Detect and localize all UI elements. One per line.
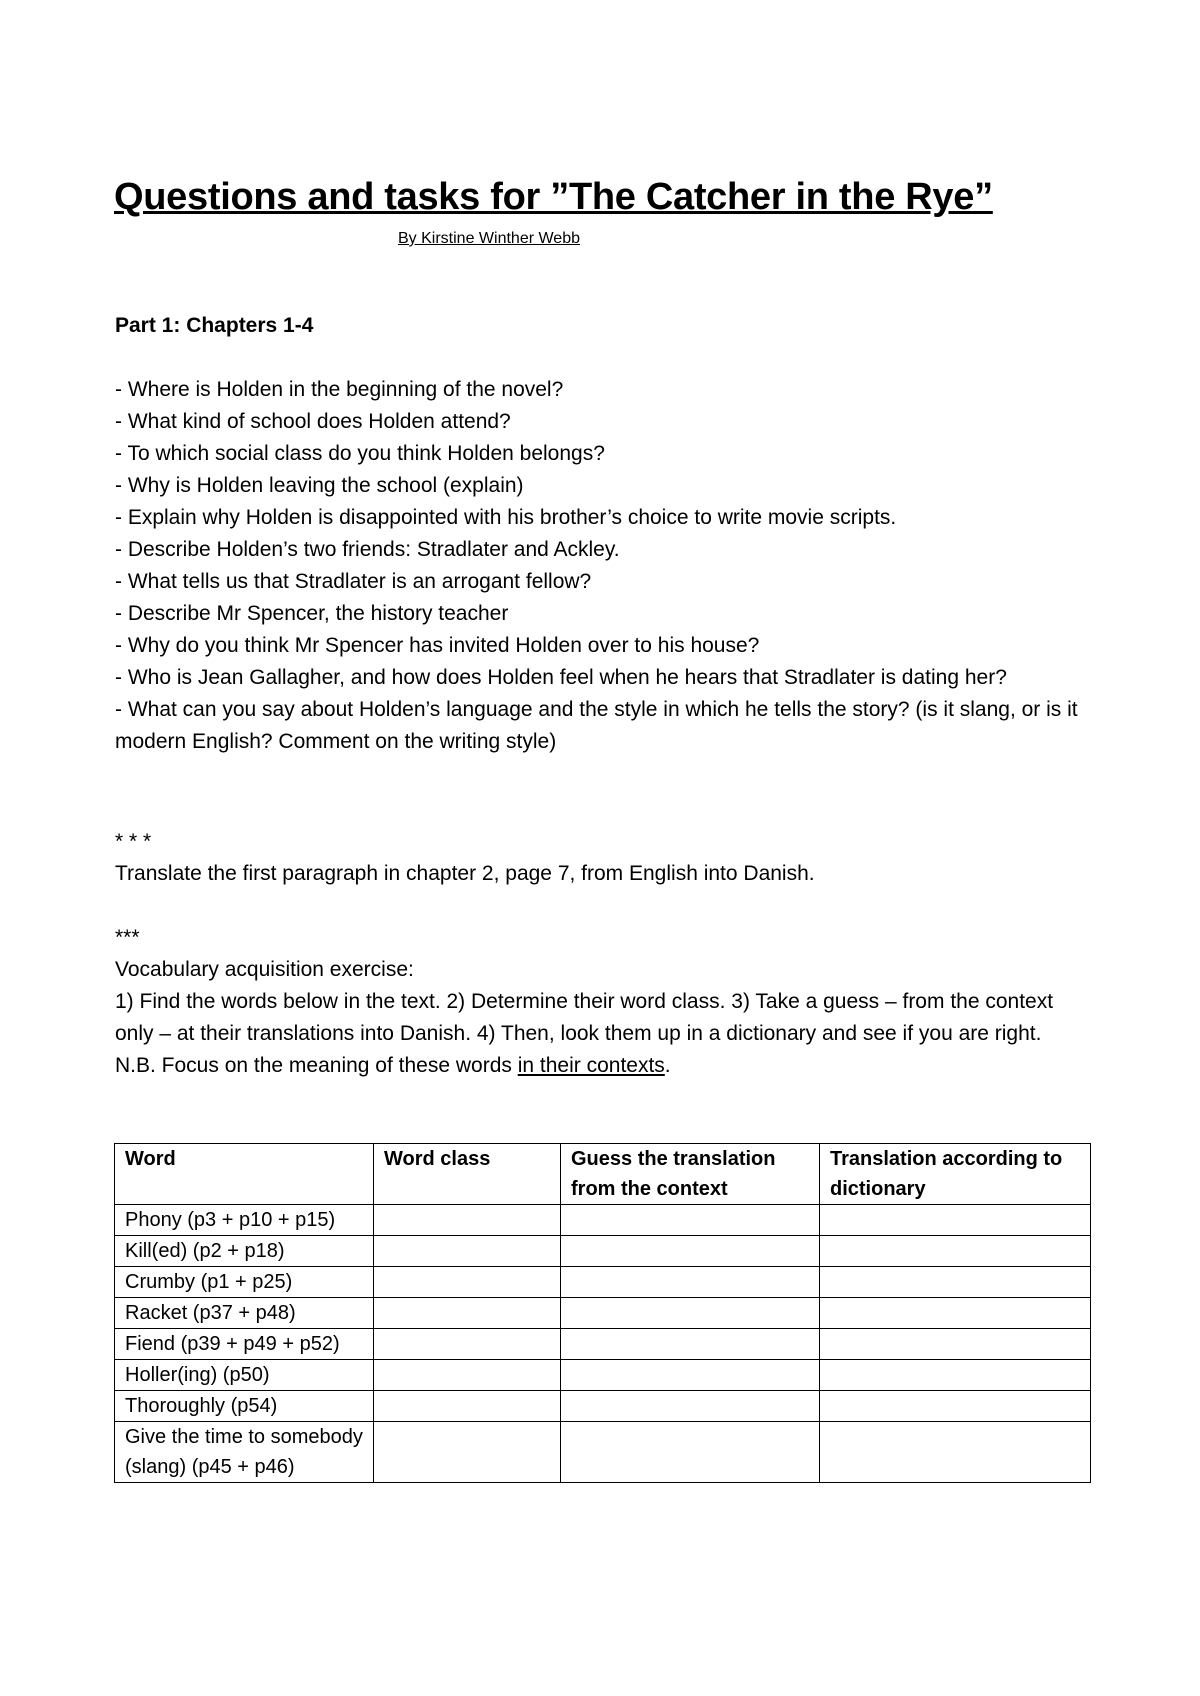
guess-cell[interactable] (561, 1391, 820, 1422)
table-row (115, 1360, 1091, 1391)
question-item: - Why is Holden leaving the school (explain) (115, 474, 524, 497)
guess-cell[interactable] (561, 1360, 820, 1391)
question-item: - Explain why Holden is disappointed with his brother’s choice to write movie scripts. (115, 506, 897, 529)
note-text: N.B. Focus on the meaning of these words (115, 1054, 518, 1077)
word-class-cell[interactable] (374, 1298, 561, 1329)
word-class-cell[interactable] (374, 1422, 561, 1483)
guess-cell[interactable] (561, 1298, 820, 1329)
guess-cell[interactable] (561, 1422, 820, 1483)
word-class-cell[interactable] (374, 1236, 561, 1267)
part-heading: Part 1: Chapters 1-4 (115, 314, 314, 337)
header-word-class: Word class (374, 1144, 561, 1205)
vocabulary-table (114, 1143, 1091, 1483)
document-title: Questions and tasks for ”The Catcher in the Rye” (114, 176, 993, 218)
question-item: - Who is Jean Gallagher, and how does Holden feel when he hears that Stradlater is dating her? (115, 666, 1007, 689)
header-word: Word (115, 1144, 374, 1205)
author-line: By Kirstine Winther Webb (398, 230, 580, 247)
vocabulary-note (115, 1050, 1095, 1082)
table-header-row (115, 1144, 1091, 1205)
word-cell: Holler(ing) (p50) (115, 1360, 374, 1391)
dictionary-cell[interactable] (820, 1360, 1091, 1391)
word-cell: Crumby (p1 + p25) (115, 1267, 374, 1298)
question-list (115, 374, 1095, 758)
table-row (115, 1236, 1091, 1267)
question-item: - What can you say about Holden’s language and the style in which he tells the story? (is it slang, or is it modern English? Comment on the writing style) (115, 698, 1078, 753)
word-cell: Racket (p37 + p48) (115, 1298, 374, 1329)
vocabulary-exercise (115, 954, 1095, 1082)
dictionary-cell[interactable] (820, 1298, 1091, 1329)
section-separator: *** (115, 926, 140, 949)
guess-cell[interactable] (561, 1205, 820, 1236)
dictionary-cell[interactable] (820, 1422, 1091, 1483)
question-item: - Where is Holden in the beginning of the novel? (115, 378, 564, 401)
translation-task: Translate the first paragraph in chapter 2, page 7, from English into Danish. (115, 862, 815, 885)
question-item: - Describe Mr Spencer, the history teacher (115, 602, 509, 625)
dictionary-cell[interactable] (820, 1205, 1091, 1236)
question-item: - Why do you think Mr Spencer has invited Holden over to his house? (115, 634, 760, 657)
question-item: - To which social class do you think Holden belongs? (115, 442, 605, 465)
guess-cell[interactable] (561, 1267, 820, 1298)
word-class-cell[interactable] (374, 1391, 561, 1422)
table-row (115, 1267, 1091, 1298)
vocabulary-instructions: 1) Find the words below in the text. 2) Determine their word class. 3) Take a guess – from the context only – at their translations into Danish. 4) Then, look them up in a dictionary and see if you are right. (115, 990, 1054, 1045)
word-class-cell[interactable] (374, 1267, 561, 1298)
table-row (115, 1422, 1091, 1483)
word-cell: Give the time to somebody (slang) (p45 + p46) (115, 1422, 374, 1483)
question-item: - What kind of school does Holden attend? (115, 410, 511, 433)
dictionary-cell[interactable] (820, 1236, 1091, 1267)
table-row (115, 1298, 1091, 1329)
dictionary-cell[interactable] (820, 1391, 1091, 1422)
question-item: - What tells us that Stradlater is an arrogant fellow? (115, 570, 592, 593)
dictionary-cell[interactable] (820, 1329, 1091, 1360)
header-guess: Guess the translation from the context (561, 1144, 820, 1205)
dictionary-cell[interactable] (820, 1267, 1091, 1298)
vocabulary-heading: Vocabulary acquisition exercise: (115, 958, 414, 981)
word-class-cell[interactable] (374, 1329, 561, 1360)
table-row (115, 1391, 1091, 1422)
table-row (115, 1329, 1091, 1360)
word-cell: Phony (p3 + p10 + p15) (115, 1205, 374, 1236)
guess-cell[interactable] (561, 1236, 820, 1267)
table-row (115, 1205, 1091, 1236)
word-class-cell[interactable] (374, 1360, 561, 1391)
guess-cell[interactable] (561, 1329, 820, 1360)
word-cell: Fiend (p39 + p49 + p52) (115, 1329, 374, 1360)
note-end: . (664, 1054, 671, 1077)
word-cell: Thoroughly (p54) (115, 1391, 374, 1422)
section-separator: * * * (115, 830, 152, 853)
word-cell: Kill(ed) (p2 + p18) (115, 1236, 374, 1267)
question-item: - Describe Holden’s two friends: Stradlater and Ackley. (115, 538, 620, 561)
header-dictionary: Translation according to dictionary (820, 1144, 1091, 1205)
word-class-cell[interactable] (374, 1205, 561, 1236)
note-emphasis: in their contexts (517, 1054, 665, 1077)
